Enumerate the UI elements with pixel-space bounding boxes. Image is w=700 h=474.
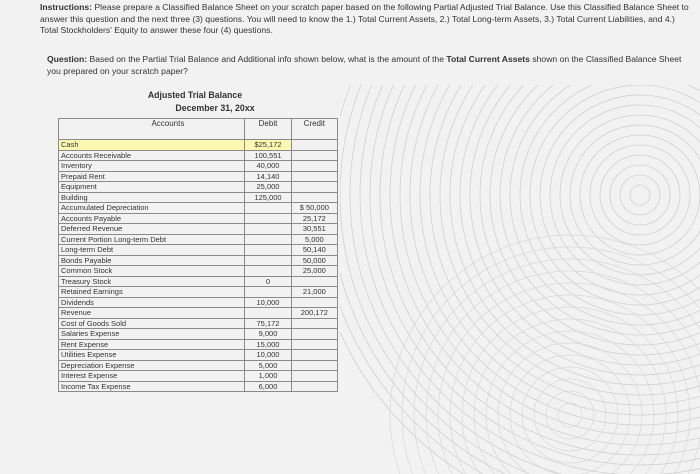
- account-name-cell: Utilities Expense: [59, 350, 245, 361]
- debit-cell: 5,000: [245, 360, 291, 371]
- account-name-cell: Prepaid Rent: [59, 171, 245, 182]
- account-name-cell: Accounts Payable: [59, 213, 245, 224]
- table-row: [59, 171, 338, 182]
- account-name-cell: Accounts Receivable: [59, 150, 245, 161]
- table-row: [59, 213, 338, 224]
- account-name-cell: Cash: [59, 140, 245, 151]
- credit-cell: [291, 318, 337, 329]
- question-label: Question:: [47, 54, 88, 64]
- debit-cell: [245, 213, 291, 224]
- debit-cell: 10,000: [245, 350, 291, 361]
- debit-cell: 40,000: [245, 161, 291, 172]
- credit-cell: [291, 161, 337, 172]
- debit-cell: [245, 308, 291, 319]
- account-name-cell: Building: [59, 192, 245, 203]
- credit-cell: [291, 381, 337, 392]
- header-accounts: Accounts: [59, 119, 245, 140]
- debit-cell: 6,000: [245, 381, 291, 392]
- header-credit: Credit: [291, 119, 337, 140]
- credit-cell: 21,000: [291, 287, 337, 298]
- debit-cell: [245, 203, 291, 214]
- table-row: [59, 350, 338, 361]
- table-row: [59, 266, 338, 277]
- account-name-cell: Common Stock: [59, 266, 245, 277]
- table-row: [59, 287, 338, 298]
- debit-cell: [245, 234, 291, 245]
- debit-cell: [245, 224, 291, 235]
- table-row: [59, 234, 338, 245]
- account-name-cell: Treasury Stock: [59, 276, 245, 287]
- instructions-label: Instructions:: [40, 2, 93, 12]
- debit-cell: 10,000: [245, 297, 291, 308]
- account-name-cell: Salaries Expense: [59, 329, 245, 340]
- table-row: [59, 161, 338, 172]
- table-row: [59, 381, 338, 392]
- table-row: [59, 297, 338, 308]
- debit-cell: [245, 287, 291, 298]
- credit-cell: 50,000: [291, 255, 337, 266]
- table-row: [59, 360, 338, 371]
- credit-cell: [291, 192, 337, 203]
- question-text: [47, 54, 687, 77]
- table-row: [59, 318, 338, 329]
- credit-cell: [291, 360, 337, 371]
- table-row: [59, 224, 338, 235]
- debit-cell: 14,140: [245, 171, 291, 182]
- table-row: [59, 329, 338, 340]
- account-name-cell: Deferred Revenue: [59, 224, 245, 235]
- credit-cell: [291, 371, 337, 382]
- credit-cell: 25,172: [291, 213, 337, 224]
- background-pattern: [340, 85, 700, 474]
- question-body-bold: Total Current Assets: [446, 54, 530, 64]
- trial-balance-date: December 31, 20xx: [175, 103, 255, 113]
- account-name-cell: Interest Expense: [59, 371, 245, 382]
- account-name-cell: Dividends: [59, 297, 245, 308]
- credit-cell: [291, 182, 337, 193]
- account-name-cell: Income Tax Expense: [59, 381, 245, 392]
- table-row: [59, 308, 338, 319]
- table-header-row: [59, 119, 338, 140]
- table-row: [59, 371, 338, 382]
- account-name-cell: Current Portion Long-term Debt: [59, 234, 245, 245]
- table-body: [59, 140, 338, 392]
- account-name-cell: Bonds Payable: [59, 255, 245, 266]
- debit-cell: [245, 266, 291, 277]
- table-row: [59, 150, 338, 161]
- table-row: [59, 192, 338, 203]
- question-body-post: shown on the Classified Balance Sheet you prepared on your scratch paper?: [47, 54, 682, 76]
- debit-cell: 9,000: [245, 329, 291, 340]
- credit-cell: [291, 329, 337, 340]
- credit-cell: [291, 140, 337, 151]
- trial-balance-table: [58, 118, 338, 392]
- debit-cell: 75,172: [245, 318, 291, 329]
- debit-cell: $25,172: [245, 140, 291, 151]
- table-row: [59, 182, 338, 193]
- credit-cell: [291, 276, 337, 287]
- instructions-text: [40, 2, 690, 37]
- account-name-cell: Accumulated Depreciation: [59, 203, 245, 214]
- table-row: [59, 276, 338, 287]
- account-name-cell: Rent Expense: [59, 339, 245, 350]
- account-name-cell: Inventory: [59, 161, 245, 172]
- account-name-cell: Long-term Debt: [59, 245, 245, 256]
- debit-cell: 0: [245, 276, 291, 287]
- credit-cell: 30,551: [291, 224, 337, 235]
- table-row: [59, 339, 338, 350]
- credit-cell: [291, 297, 337, 308]
- credit-cell: 200,172: [291, 308, 337, 319]
- header-debit: Debit: [245, 119, 291, 140]
- account-name-cell: Retained Earnings: [59, 287, 245, 298]
- debit-cell: 15,000: [245, 339, 291, 350]
- credit-cell: [291, 171, 337, 182]
- debit-cell: 25,000: [245, 182, 291, 193]
- instructions-body: Please prepare a Classified Balance Sheet on your scratch paper based on the following Partial Adjusted Trial Balance. Use this Classified Balance Sheet to answer this question and the next three (3) questions. You will need to know the 1.) Total Current Assets, 2.) Total Long-term Assets, 3.) Total Current Liabilities, and 4.) Total Stockholders' Equity to answer these four (4) questions.: [40, 2, 689, 35]
- debit-cell: 100,551: [245, 150, 291, 161]
- account-name-cell: Cost of Goods Sold: [59, 318, 245, 329]
- debit-cell: [245, 245, 291, 256]
- account-name-cell: Revenue: [59, 308, 245, 319]
- account-name-cell: Depreciation Expense: [59, 360, 245, 371]
- credit-cell: 5,000: [291, 234, 337, 245]
- credit-cell: [291, 350, 337, 361]
- credit-cell: [291, 150, 337, 161]
- debit-cell: [245, 255, 291, 266]
- trial-balance-title: Adjusted Trial Balance: [147, 90, 243, 100]
- credit-cell: 25,000: [291, 266, 337, 277]
- debit-cell: 125,000: [245, 192, 291, 203]
- debit-cell: 1,000: [245, 371, 291, 382]
- question-body-pre: Based on the Partial Trial Balance and Additional info shown below, what is the amount of the: [89, 54, 447, 64]
- credit-cell: [291, 339, 337, 350]
- table-row: [59, 140, 338, 151]
- credit-cell: $ 50,000: [291, 203, 337, 214]
- table-row: [59, 245, 338, 256]
- table-row: [59, 255, 338, 266]
- credit-cell: 50,140: [291, 245, 337, 256]
- account-name-cell: Equipment: [59, 182, 245, 193]
- table-row: [59, 203, 338, 214]
